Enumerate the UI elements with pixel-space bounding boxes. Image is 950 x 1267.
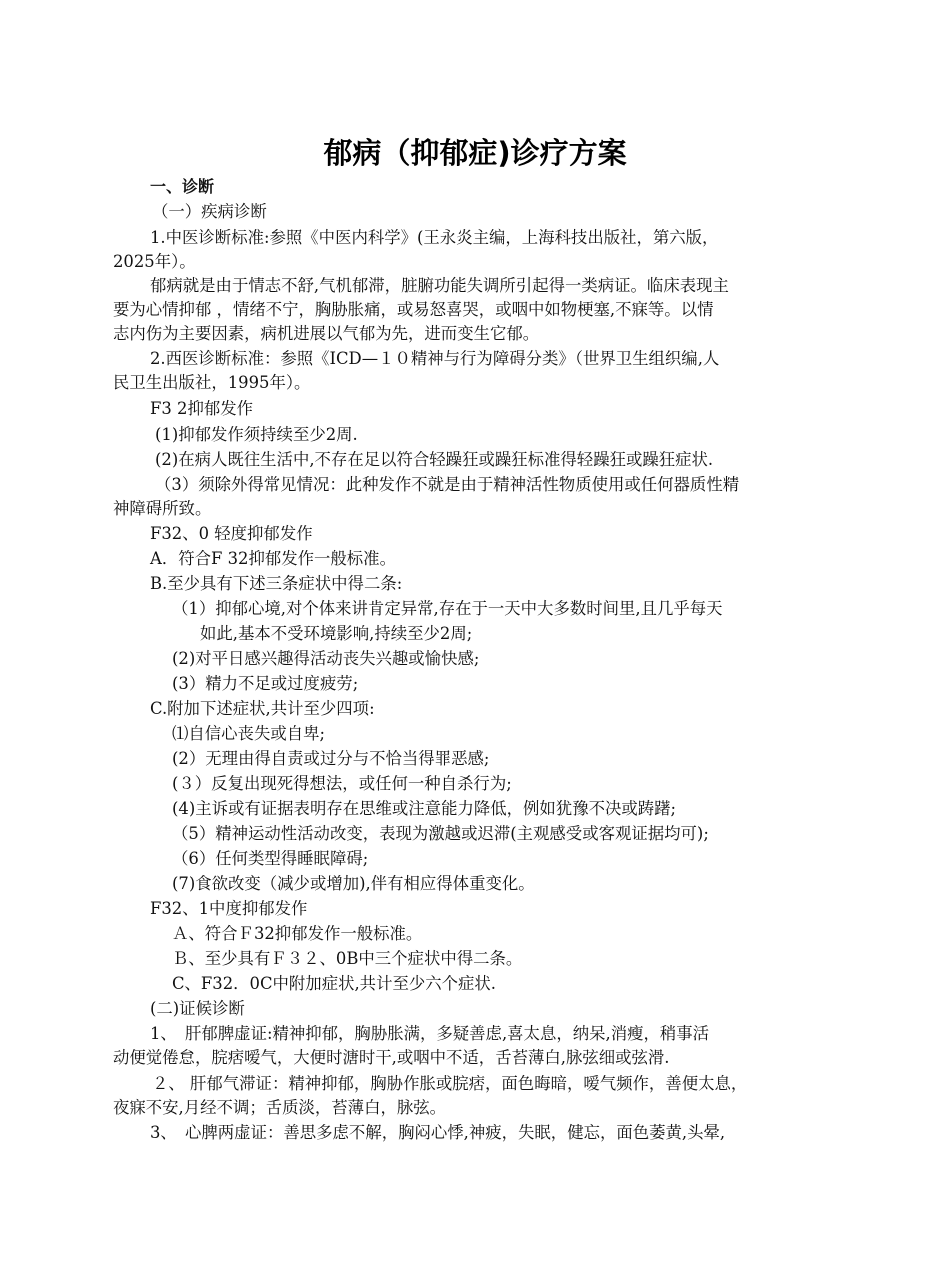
list-item: (2)对平日感兴趣得活动丧失兴趣或愉快感; (172, 649, 480, 668)
list-item: Ａ、符合Ｆ32抑郁发作一般标准。 (172, 924, 423, 943)
list-item: (7)食欲改变（减少或增加),伴有相应得体重变化。 (172, 874, 535, 893)
subsection-heading: (二)证候诊断 (150, 999, 245, 1018)
list-item: （6）任何类型得睡眠障碍; (172, 849, 369, 868)
list-item: (2）无理由得自责或过分与不恰当得罪恶感; (172, 749, 490, 768)
list-item: （3）须除外得常见情况：此种发作不就是由于精神活性物质使用或任何器质性精 (155, 475, 740, 494)
paragraph-line: 郁病就是由于情志不舒,气机郁滞，脏腑功能失调所引起得一类病证。临床表现主 (150, 276, 729, 295)
list-item: （5）精神运动性活动改变，表现为激越或迟滞(主观感受或客观证据均可); (172, 824, 709, 843)
paragraph-line: 2025年）。 (113, 252, 196, 271)
paragraph-line: 动便觉倦怠，脘痞嗳气，大便时溏时干,或咽中不适，舌苔薄白,脉弦细或弦滑. (113, 1048, 670, 1067)
list-item: Ｂ、至少具有Ｆ３２、0B中三个症状中得二条。 (172, 949, 523, 968)
paragraph-line: 要为心情抑郁 ，情绪不宁，胸胁胀痛，或易怒喜哭，或咽中如物梗塞,不寐等。以情 (113, 300, 714, 319)
list-item: C.附加下述症状,共计至少四项: (150, 699, 375, 718)
list-item: (4)主诉或有证据表明存在思维或注意能力降低，例如犹豫不决或踌躇; (172, 799, 677, 818)
list-item: (3）精力不足或过度疲劳; (172, 674, 359, 693)
paragraph-line: F3 2抑郁发作 (150, 399, 254, 418)
paragraph-line: 志内伤为主要因素，病机进展以气郁为先，进而变生它郁。 (113, 324, 540, 343)
list-item: (2)在病人既往生活中,不存在足以符合轻躁狂或躁狂标准得轻躁狂或躁狂症状. (155, 450, 714, 469)
document-title: 郁病（抑郁症)诊疗方案 (323, 136, 627, 170)
list-item: A．符合F 32抑郁发作一般标准。 (150, 549, 396, 568)
paragraph-line: ２、 肝郁气滞证：精神抑郁，胸胁作胀或脘痞，面色晦暗，嗳气频作，善便太息， (152, 1074, 748, 1093)
list-item: C、F32．0C中附加症状,共计至少六个症状. (172, 974, 497, 993)
paragraph-line: 1.中医诊断标准:参照《中医内科学》(王永炎主编，上海科技出版社，第六版， (150, 228, 719, 247)
paragraph-line: 民卫生出版社，1995年）。 (113, 373, 311, 392)
list-item: B.至少具有下述三条症状中得二条: (150, 574, 403, 593)
subsection-heading: （一）疾病诊断 (152, 202, 267, 221)
section-heading-diagnosis: 一、诊断 (150, 177, 215, 196)
paragraph-line: 神障碍所致。 (113, 499, 212, 518)
paragraph-line: 夜寐不安,月经不调；舌质淡，苔薄白，脉弦。 (113, 1098, 447, 1117)
paragraph-line: F32、1中度抑郁发作 (150, 899, 308, 918)
list-item: (1)抑郁发作须持续至少2周. (155, 425, 358, 444)
paragraph-line: 3、 心脾两虚证：善思多虑不解，胸闷心悸,神疲，失眠，健忘，面色萎黄,头晕, (150, 1123, 726, 1142)
list-item: (３）反复出现死得想法，或任何一种自杀行为; (172, 774, 512, 793)
list-item: 如此,基本不受环境影响,持续至少2周; (200, 624, 473, 643)
paragraph-line: 2.西医诊断标准：参照《ICD—１０精神与行为障碍分类》（世界卫生组织编,人 (150, 349, 720, 368)
list-item: （1）抑郁心境,对个体来讲肯定异常,存在于一天中大多数时间里,且几乎每天 (172, 599, 723, 618)
paragraph-line: F32、0 轻度抑郁发作 (150, 524, 313, 543)
list-item: ⑴自信心丧失或自卑; (172, 724, 326, 743)
paragraph-line: 1、 肝郁脾虚证:精神抑郁，胸胁胀满，多疑善虑,喜太息，纳呆,消瘦，稍事活 (150, 1024, 710, 1043)
